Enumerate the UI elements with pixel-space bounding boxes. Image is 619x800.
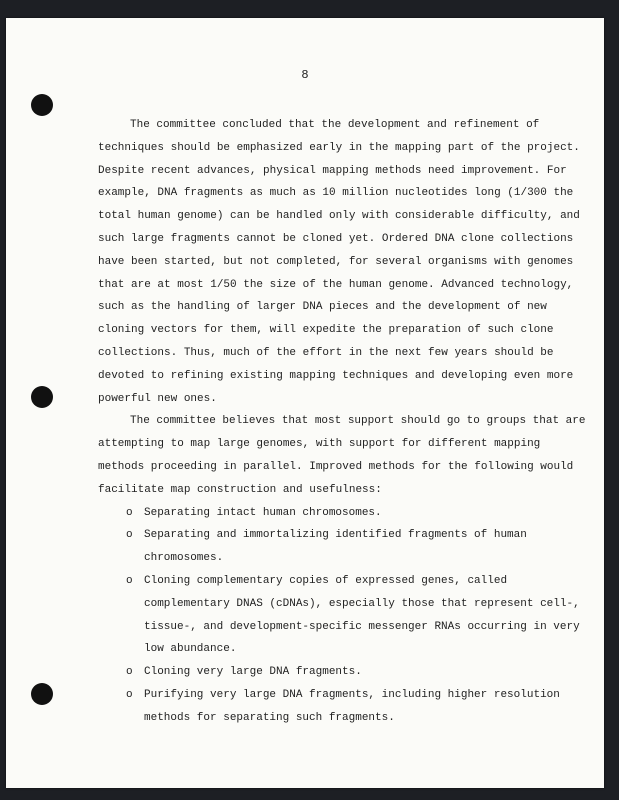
body-text [98,114,586,730]
bullet-line: Separating and immortalizing identified fragments of human [144,529,527,542]
bullet-line: tissue-, and development-specific messenger RNAs occurring in very [144,620,580,633]
paragraph1-line: that are at most 1/50 the size of the human genome. Advanced technology, [98,278,574,291]
paragraph2-line: The committee believes that most support should go to groups that are [130,415,586,428]
punch-hole-bottom [31,683,53,705]
bullet-item [98,661,528,684]
paragraph1-line: powerful new ones. [98,392,217,405]
paragraph1-line: The committee concluded that the development and refinement of [130,119,540,131]
bullet-marker: o [126,574,133,587]
bullet-line: Cloning very large DNA fragments. [144,666,362,679]
bullet-item [98,570,580,661]
paragraph1-line: such large fragments cannot be cloned yet. Ordered DNA clone collections [98,232,574,245]
bullet-item [98,524,528,570]
paragraph2-line: attempting to map large genomes, with support for different mapping [98,438,541,451]
bullet-line: Purifying very large DNA fragments, including higher resolution [144,688,560,701]
bullet-marker: o [126,506,133,519]
paragraph1-line: have been started, but not completed, for several organisms with genomes [98,255,574,268]
paragraph1-line: techniques should be emphasized early in the mapping part of the project. [98,141,580,154]
bullet-line: low abundance. [144,643,237,656]
bullet-item [98,684,560,730]
paragraph1-line: such as the handling of larger DNA pieces and the development of new [98,301,547,314]
paragraph1-line: total human genome) can be handled only with considerable difficulty, and [98,210,580,223]
bullet-line: Cloning complementary copies of expressed genes, called [144,574,508,587]
bullet-line: chromosomes. [144,552,224,565]
bullet-line: Separating intact human chromosomes. [144,506,382,519]
bullet-marker: o [126,688,133,701]
bullet-line: methods for separating such fragments. [144,711,395,724]
document-page [6,18,604,788]
paragraph2-line: methods proceeding in parallel. Improved methods for the following would [98,460,574,473]
bullet-marker: o [126,666,133,679]
bullet-line: complementary DNAS (cDNAs), especially those that represent cell-, [144,597,580,610]
paragraph-2 [98,410,586,501]
page-number: 8 [301,68,309,82]
paragraph1-line: collections. Thus, much of the effort in the next few years should be [98,346,554,359]
paragraph1-line: example, DNA fragments as much as 10 million nucleotides long (1/300 the [98,187,574,200]
paragraph1-line: cloning vectors for them, will expedite the preparation of such clone [98,324,554,337]
paragraph-1 [98,114,580,410]
paragraph2-line: facilitate map construction and usefulness: [98,483,382,496]
punch-hole-middle [31,386,53,408]
paragraph1-line: devoted to refining existing mapping techniques and developing even more [98,369,574,382]
bullet-list [98,502,580,730]
bullet-item [98,502,528,525]
paragraph1-line: Despite recent advances, physical mapping methods need improvement. For [98,164,567,177]
bullet-marker: o [126,529,133,542]
punch-hole-top [31,94,53,116]
